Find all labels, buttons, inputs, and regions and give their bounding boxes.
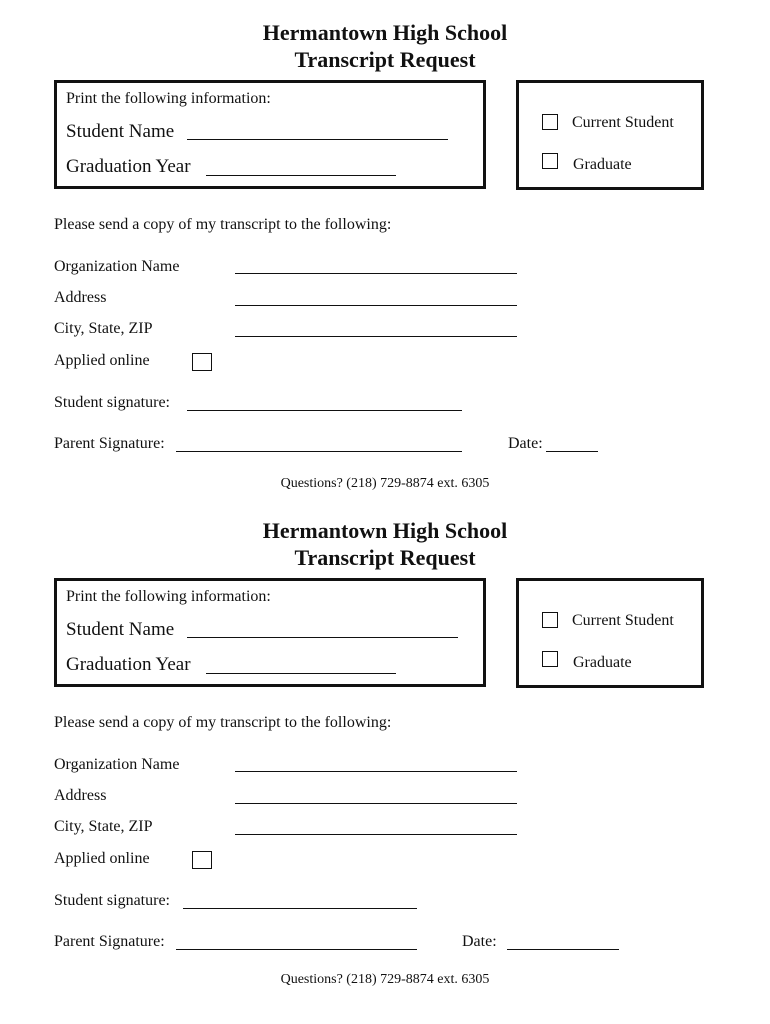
graduation-year-field[interactable] [206, 175, 396, 176]
date-field[interactable] [546, 451, 598, 452]
address-field[interactable] [235, 305, 517, 306]
form-title-request: Transcript Request [294, 47, 476, 72]
parent-signature-field[interactable] [176, 949, 417, 950]
city-state-zip-label: City, State, ZIP [54, 320, 153, 337]
date-label: Date: [508, 435, 543, 452]
send-copy-label: Please send a copy of my transcript to the following: [54, 216, 392, 233]
current-student-label: Current Student [572, 612, 674, 629]
parent-signature-label: Parent Signature: [54, 435, 165, 452]
student-signature-field[interactable] [183, 908, 417, 909]
student-signature-label: Student signature: [54, 892, 170, 909]
student-signature-label: Student signature: [54, 394, 170, 411]
city-state-zip-label: City, State, ZIP [54, 818, 153, 835]
student-info-box [54, 80, 486, 189]
graduate-label: Graduate [573, 156, 632, 173]
current-student-checkbox[interactable] [542, 114, 558, 130]
questions-phone-text: Questions? (218) 729-8874 ext. 6305 [280, 476, 490, 491]
organization-name-field[interactable] [235, 771, 517, 772]
questions-phone-text: Questions? (218) 729-8874 ext. 6305 [280, 972, 490, 987]
student-status-box [516, 80, 704, 190]
student-info-box [54, 578, 486, 687]
graduation-year-label: Graduation Year [66, 654, 191, 675]
student-name-field[interactable] [187, 637, 458, 638]
parent-signature-label: Parent Signature: [54, 933, 165, 950]
graduate-label: Graduate [573, 654, 632, 671]
applied-online-checkbox[interactable] [192, 851, 212, 869]
student-status-box [516, 578, 704, 688]
organization-name-label: Organization Name [54, 756, 180, 773]
address-field[interactable] [235, 803, 517, 804]
form-title-school: Hermantown High School [262, 20, 508, 45]
address-label: Address [54, 787, 107, 804]
organization-name-field[interactable] [235, 273, 517, 274]
applied-online-label: Applied online [54, 850, 150, 867]
city-state-zip-field[interactable] [235, 834, 517, 835]
transcript-request-form-1 [0, 0, 770, 500]
graduation-year-label: Graduation Year [66, 156, 191, 177]
organization-name-label: Organization Name [54, 258, 180, 275]
graduate-checkbox[interactable] [542, 651, 558, 667]
graduation-year-field[interactable] [206, 673, 396, 674]
current-student-checkbox[interactable] [542, 612, 558, 628]
print-info-label: Print the following information: [66, 90, 271, 107]
student-name-label: Student Name [66, 619, 175, 640]
print-info-label: Print the following information: [66, 588, 271, 605]
send-copy-label: Please send a copy of my transcript to the following: [54, 714, 392, 731]
student-signature-field[interactable] [187, 410, 462, 411]
date-label: Date: [462, 933, 497, 950]
applied-online-label: Applied online [54, 352, 150, 369]
address-label: Address [54, 289, 107, 306]
student-name-label: Student Name [66, 121, 175, 142]
date-field[interactable] [507, 949, 619, 950]
graduate-checkbox[interactable] [542, 153, 558, 169]
current-student-label: Current Student [572, 114, 674, 131]
transcript-request-form-2 [0, 498, 770, 998]
student-name-field[interactable] [187, 139, 448, 140]
form-title-request: Transcript Request [294, 545, 476, 570]
form-title-school: Hermantown High School [262, 518, 508, 543]
applied-online-checkbox[interactable] [192, 353, 212, 371]
city-state-zip-field[interactable] [235, 336, 517, 337]
parent-signature-field[interactable] [176, 451, 462, 452]
